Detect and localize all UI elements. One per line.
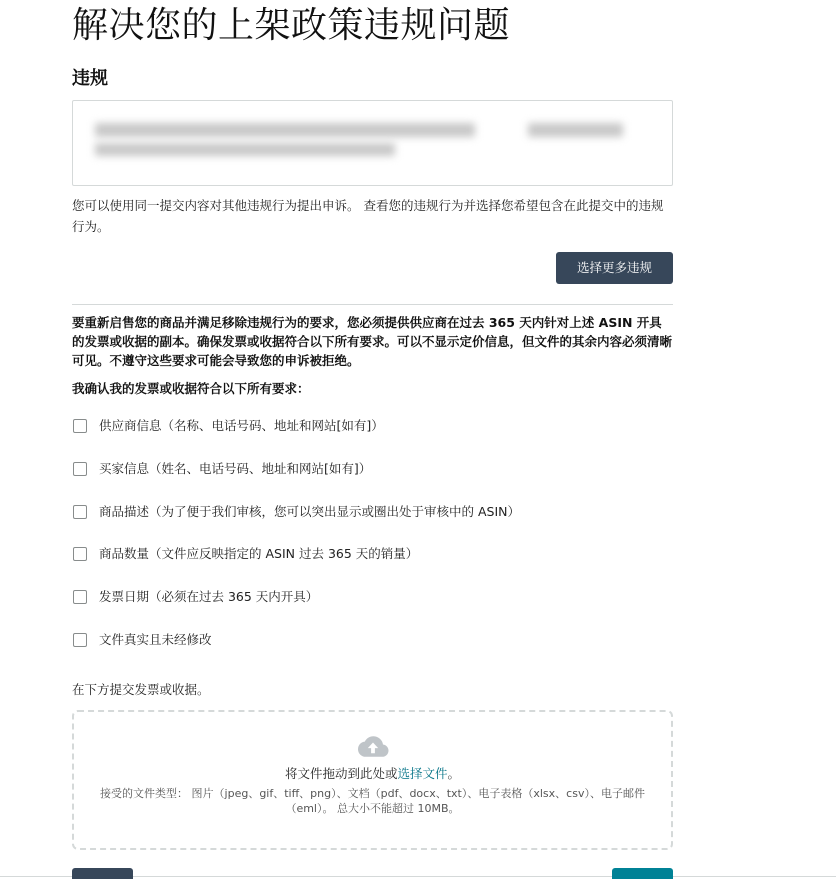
checklist-item-authentic-document[interactable] — [72, 630, 212, 650]
checklist-item-label: 商品数量（文件应反映指定的 ASIN 过去 365 天的销量） — [99, 546, 419, 561]
confirm-requirements-label: 我确认我的发票或收据符合以下所有要求： — [72, 381, 310, 396]
select-more-violations-button[interactable]: 选择更多违规 — [556, 252, 673, 284]
redacted-text — [528, 123, 623, 137]
drop-instruction-suffix: 。 — [447, 766, 461, 781]
checklist-item-label: 商品描述（为了便于我们审核，您可以突出显示或圈出处于审核中的 ASIN） — [99, 504, 520, 519]
checklist-item-product-quantity[interactable] — [72, 544, 418, 564]
checklist-item-label: 供应商信息（名称、电话号码、地址和网站[如有]） — [99, 418, 384, 433]
cloud-upload-icon — [356, 734, 390, 758]
violations-help-text: 您可以使用同一提交内容对其他违规行为提出申诉。 查看您的违规行为并选择您希望包含在此提交中的违规行为。 — [72, 198, 664, 234]
redacted-text — [95, 143, 395, 156]
upload-instruction: 在下方提交发票或收据。 — [72, 682, 210, 697]
checklist-item-supplier-info[interactable] — [72, 416, 384, 436]
requirements-intro: 要重新启售您的商品并满足移除违规行为的要求，您必须提供供应商在过去 365 天内针对上述 ASIN 开具的发票或收据的副本。确保发票或收据符合以下所有要求。可以不显示定价信息，但文件的其余内容必须清晰可见。不遵守这些要求可能会导致您的申诉被拒绝。 — [72, 315, 673, 368]
checklist-item-buyer-info[interactable] — [72, 459, 371, 479]
violations-heading: 违规 — [72, 68, 108, 89]
accepted-file-types: 接受的文件类型： 图片（jpeg、gif、tiff、png）、文档（pdf、docx、txt）、电子表格（xlsx、csv）、电子邮件（eml）。 总大小不能超过 10MB。 — [100, 787, 645, 815]
drop-instruction — [74, 764, 671, 784]
redacted-text — [95, 123, 475, 137]
back-button[interactable] — [72, 868, 133, 879]
checklist-item-product-description[interactable] — [72, 502, 520, 522]
checklist-item-label: 发票日期（必须在过去 365 天内开具） — [99, 589, 319, 604]
choose-file-link[interactable]: 选择文件 — [397, 766, 448, 781]
file-dropzone[interactable] — [72, 710, 673, 850]
product-quantity-checkbox[interactable] — [73, 547, 87, 561]
checklist-item-label: 买家信息（姓名、电话号码、地址和网站[如有]） — [99, 461, 372, 476]
violation-list-box — [72, 100, 673, 186]
product-description-checkbox[interactable] — [73, 505, 87, 519]
section-divider — [72, 304, 673, 305]
checklist-item-label: 文件真实且未经修改 — [99, 632, 212, 647]
checklist-item-invoice-date[interactable] — [72, 587, 318, 607]
buyer-info-checkbox[interactable] — [73, 462, 87, 476]
submit-button[interactable] — [612, 868, 673, 879]
supplier-info-checkbox[interactable] — [73, 419, 87, 433]
drop-instruction-text: 将文件拖动到此处或 — [284, 766, 398, 781]
invoice-date-checkbox[interactable] — [73, 590, 87, 604]
authentic-document-checkbox[interactable] — [73, 633, 87, 647]
page-title: 解决您的上架政策违规问题 — [72, 5, 511, 46]
